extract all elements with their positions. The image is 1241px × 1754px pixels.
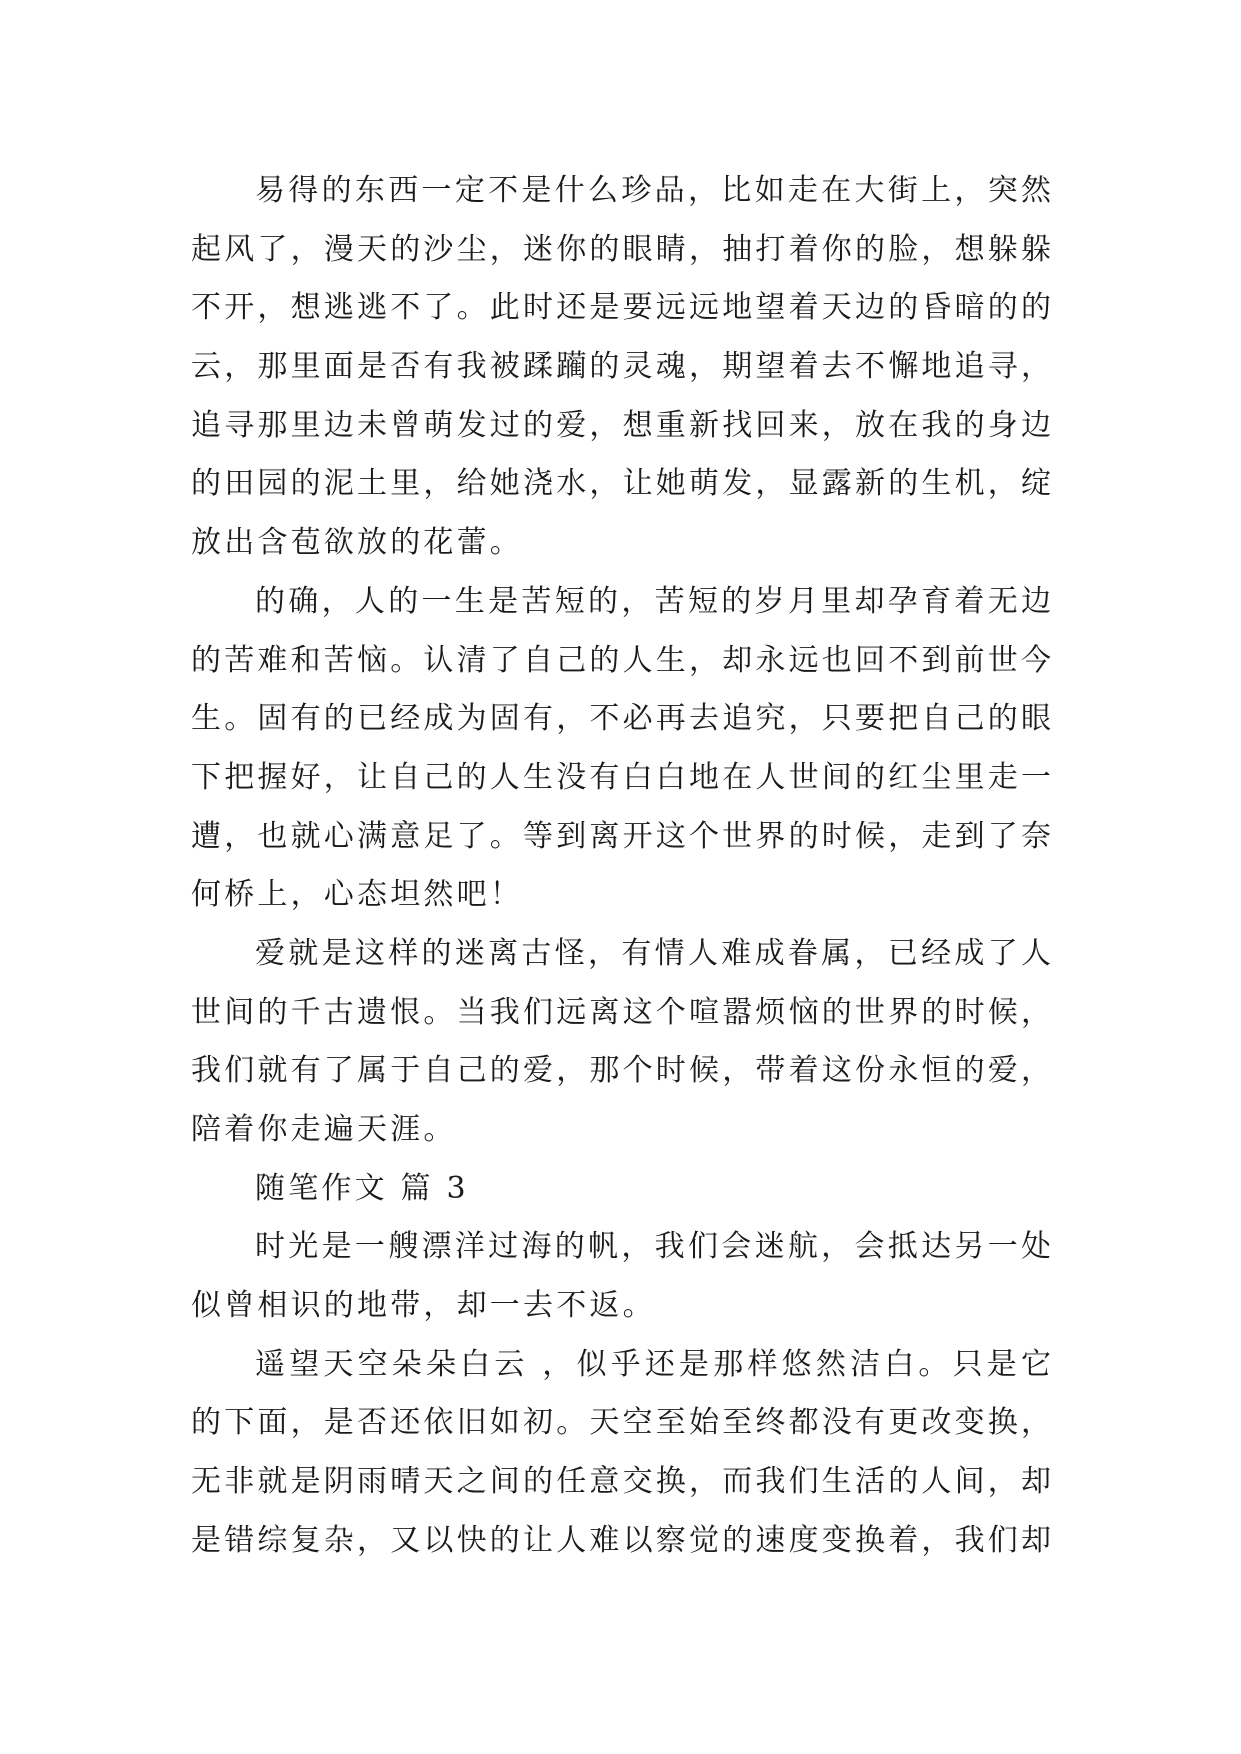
text-line: 的下面，是否还依旧如初。天空至始至终都没有更改变换，: [191, 1405, 1051, 1441]
text-line: 时光是一艘漂洋过海的帆，我们会迷航，会抵达另一处: [255, 1229, 1051, 1265]
text-line: 我们就有了属于自己的爱，那个时候，带着这份永恒的爱，: [191, 1053, 1051, 1089]
text-line: 起风了，漫天的沙尘，迷你的眼睛，抽打着你的脸，想躲躲: [191, 231, 1051, 267]
text-line: 下把握好，让自己的人生没有白白地在人世间的红尘里走一: [191, 759, 1051, 795]
paragraph: [191, 1218, 1051, 1335]
section-heading: 随笔作文 篇 3: [255, 1170, 469, 1206]
paragraph: [191, 1336, 1051, 1571]
paragraph: [191, 162, 1051, 573]
text-line: 遭，也就心满意足了。等到离开这个世界的时候，走到了奈: [191, 818, 1051, 854]
text-line: 世间的千古遗恨。当我们远离这个喧嚣烦恼的世界的时候，: [191, 994, 1051, 1030]
text-line: 不开，想逃逃不了。此时还是要远远地望着天边的昏暗的的: [191, 290, 1051, 326]
text-line: 似曾相识的地带，却一去不返。: [191, 1288, 656, 1324]
text-line: 遥望天空朵朵白云 ，似乎还是那样悠然洁白。只是它: [255, 1346, 1051, 1382]
text-line: 的田园的泥土里，给她浇水，让她萌发，显露新的生机，绽: [191, 466, 1051, 502]
text-line: 的苦难和苦恼。认清了自己的人生，却永远也回不到前世今: [191, 642, 1051, 678]
text-line: 云，那里面是否有我被蹂躏的灵魂，期望着去不懈地追寻，: [191, 349, 1051, 385]
text-line: 放出含苞欲放的花蕾。: [191, 525, 523, 561]
text-line: 爱就是这样的迷离古怪，有情人难成眷属，已经成了人: [255, 935, 1051, 971]
text-line: 是错综复杂，又以快的让人难以察觉的速度变换着，我们却: [191, 1522, 1051, 1558]
text-line: 生。固有的已经成为固有，不必再去追究，只要把自己的眼: [191, 701, 1051, 737]
document-body: [191, 162, 1051, 1571]
text-line: 无非就是阴雨晴天之间的任意交换，而我们生活的人间，却: [191, 1464, 1051, 1500]
paragraph: [191, 925, 1051, 1160]
text-line: 易得的东西一定不是什么珍品，比如走在大街上，突然: [255, 173, 1051, 208]
text-line: 陪着你走遍天涯。: [191, 1112, 457, 1147]
paragraph: [191, 573, 1051, 925]
text-line: 的确，人的一生是苦短的，苦短的岁月里却孕育着无边: [255, 583, 1051, 619]
text-line: 追寻那里边未曾萌发过的爱，想重新找回来，放在我的身边: [191, 407, 1051, 443]
text-line: 何桥上，心态坦然吧！: [191, 877, 523, 913]
